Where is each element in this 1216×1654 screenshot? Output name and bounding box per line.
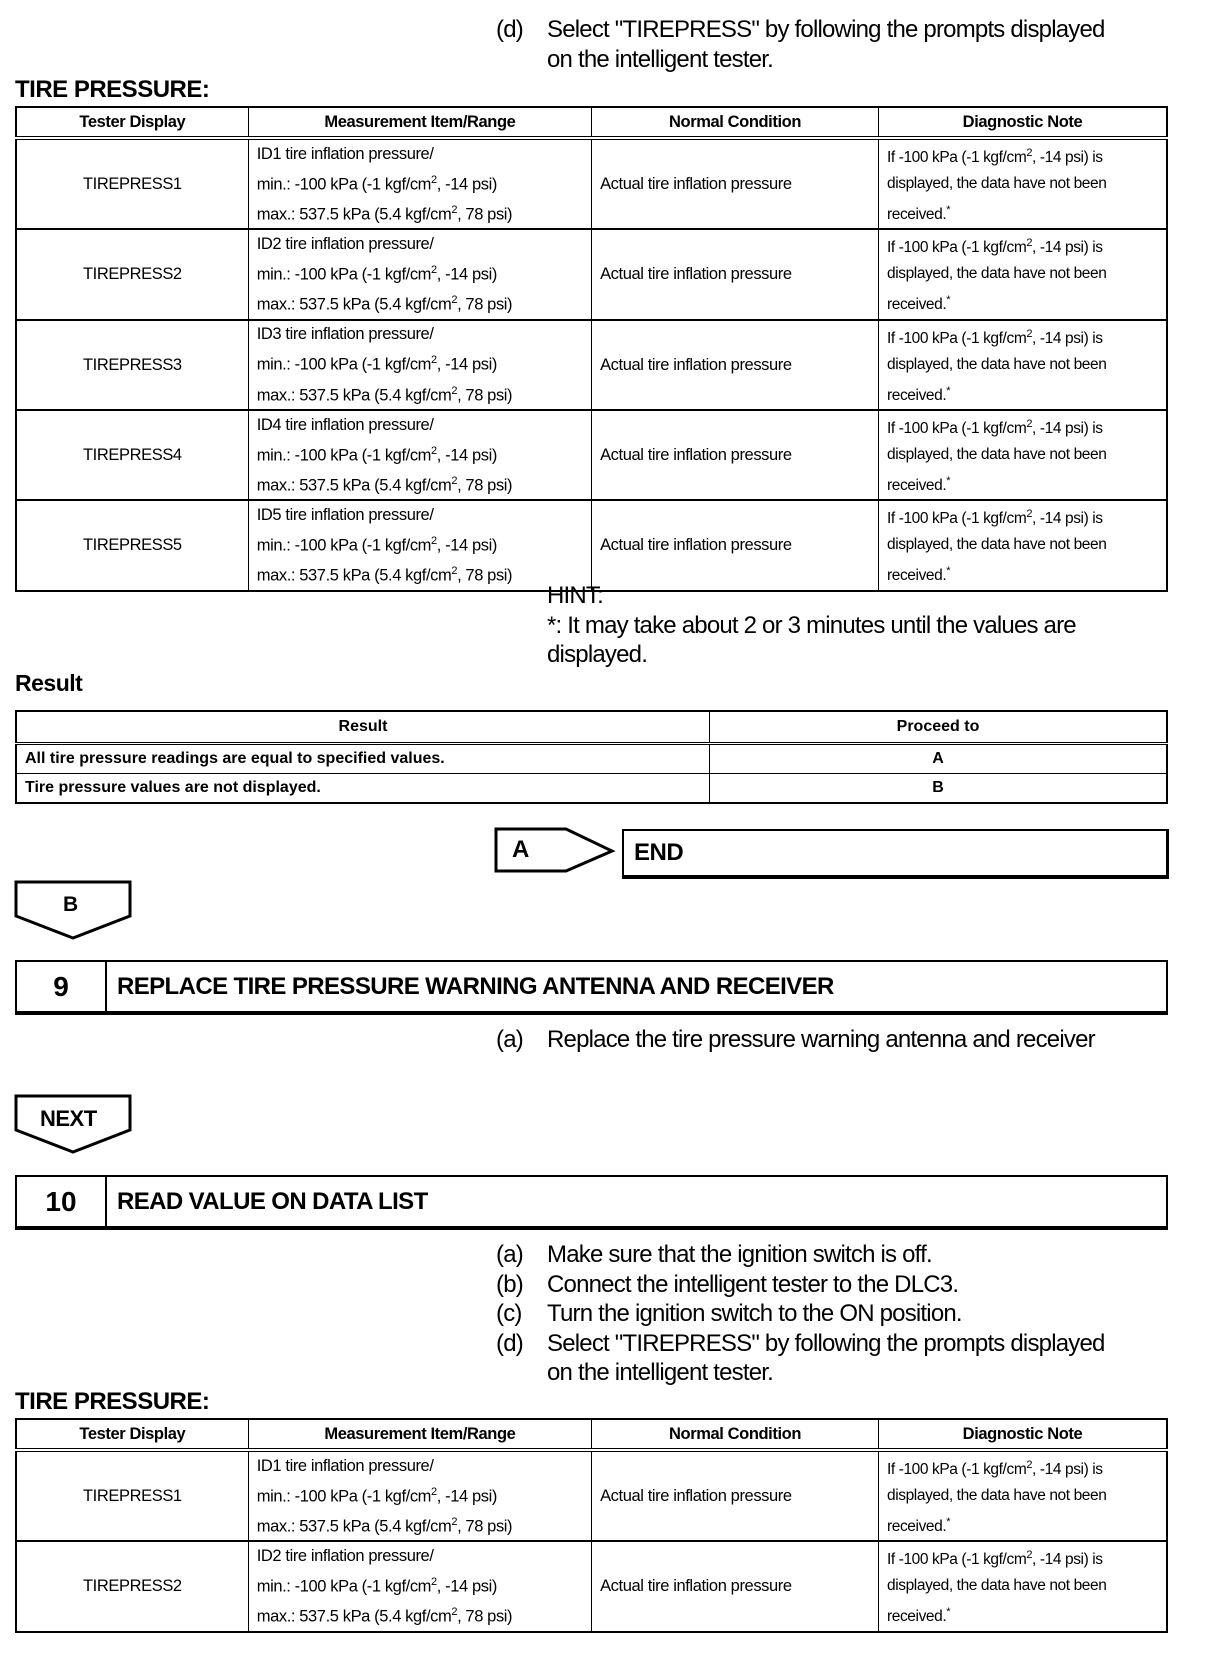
measurement-cell: ID1 tire inflation pressure/ min.: -100 kPa (-1 kgf/$cm^2$, -14 psi) max.: 537.5 kPa (5.4 kgf/$cm^2$, 78 psi) [248, 138, 591, 229]
table-row [16, 1450, 1167, 1541]
column-header: Tester Display [16, 1419, 248, 1450]
step-10-header [15, 1175, 1168, 1230]
proceed-to-cell: B [710, 774, 1168, 804]
step-label: (d) [496, 1329, 523, 1357]
diagnostic-note-cell: If -100 kPa (-1 kgf/$cm^2$, -14 psi) is displayed, the data have not been received.* [878, 229, 1167, 319]
step-text: Select "TIREPRESS" by following the prompts displayed [547, 16, 1105, 43]
step-title: REPLACE TIRE PRESSURE WARNING ANTENNA AND RECEIVER [117, 972, 834, 1000]
column-header: Measurement Item/Range [248, 107, 591, 138]
tester-display-cell: TIREPRESS5 [16, 500, 248, 590]
step-label: (a) [496, 1026, 523, 1053]
normal-condition-cell: Actual tire inflation pressure [592, 138, 879, 229]
tire-pressure-table [15, 106, 1168, 592]
next-label: NEXT [40, 1106, 97, 1131]
step-number: 10 [17, 1177, 107, 1226]
hint-line: *: It may take about 2 or 3 minutes until the values are [547, 612, 1076, 639]
table-header-row [16, 107, 1167, 138]
column-header: Result [16, 711, 710, 744]
step-label: (d) [496, 16, 523, 43]
normal-condition-cell: Actual tire inflation pressure [592, 500, 879, 590]
step-title: READ VALUE ON DATA LIST [117, 1187, 428, 1215]
result-row [16, 744, 1167, 774]
flow-a-label: A [512, 836, 529, 863]
table-header-row [16, 1419, 1167, 1450]
step-text: Turn the ignition switch to the ON position. [547, 1300, 962, 1327]
tester-display-cell: TIREPRESS1 [16, 138, 248, 229]
tester-display-cell: TIREPRESS3 [16, 320, 248, 410]
normal-condition-cell: Actual tire inflation pressure [592, 1541, 879, 1631]
step-9-header [15, 960, 1168, 1015]
table-row [16, 410, 1167, 500]
column-header: Tester Display [16, 107, 248, 138]
step-text: Connect the intelligent tester to the DLC3. [547, 1270, 959, 1298]
diagnostic-note-cell: If -100 kPa (-1 kgf/$cm^2$, -14 psi) is displayed, the data have not been received.* [878, 1450, 1167, 1541]
result-header-row [16, 711, 1167, 744]
diagnostic-note-cell: If -100 kPa (-1 kgf/$cm^2$, -14 psi) is displayed, the data have not been received.* [878, 1541, 1167, 1631]
column-header: Normal Condition [592, 107, 879, 138]
measurement-cell: ID2 tire inflation pressure/ min.: -100 kPa (-1 kgf/$cm^2$, -14 psi) max.: 537.5 kPa (5.4 kgf/$cm^2$, 78 psi) [248, 229, 591, 319]
step-text: Make sure that the ignition switch is off. [547, 1241, 932, 1268]
column-header: Normal Condition [592, 1419, 879, 1450]
end-label: END [634, 839, 684, 866]
diagnostic-note-cell: If -100 kPa (-1 kgf/$cm^2$, -14 psi) is displayed, the data have not been received.* [878, 320, 1167, 410]
hint-line: displayed. [547, 641, 648, 668]
measurement-cell: ID4 tire inflation pressure/ min.: -100 kPa (-1 kgf/$cm^2$, -14 psi) max.: 537.5 kPa (5.4 kgf/$cm^2$, 78 psi) [248, 410, 591, 500]
result-cell: All tire pressure readings are equal to specified values. [16, 744, 710, 774]
table-row [16, 500, 1167, 590]
table-row [16, 320, 1167, 410]
step-text: Select "TIREPRESS" by following the prompts displayed [547, 1329, 1105, 1357]
tester-display-cell: TIREPRESS2 [16, 1541, 248, 1631]
step-text: on the intelligent tester. [547, 46, 774, 73]
column-header: Diagnostic Note [878, 1419, 1167, 1450]
step-number: 9 [17, 962, 107, 1011]
step-text: on the intelligent tester. [547, 1359, 774, 1386]
measurement-cell: ID1 tire inflation pressure/ min.: -100 kPa (-1 kgf/$cm^2$, -14 psi) max.: 537.5 kPa (5.4 kgf/$cm^2$, 78 psi) [248, 1450, 591, 1541]
table-row [16, 229, 1167, 319]
tester-display-cell: TIREPRESS2 [16, 229, 248, 319]
diagnostic-note-cell: If -100 kPa (-1 kgf/$cm^2$, -14 psi) is displayed, the data have not been received.* [878, 138, 1167, 229]
normal-condition-cell: Actual tire inflation pressure [592, 410, 879, 500]
result-title: Result [15, 670, 83, 696]
measurement-cell: ID3 tire inflation pressure/ min.: -100 kPa (-1 kgf/$cm^2$, -14 psi) max.: 537.5 kPa (5.4 kgf/$cm^2$, 78 psi) [248, 320, 591, 410]
end-box [622, 829, 1169, 879]
table-title: TIRE PRESSURE: [15, 76, 210, 103]
proceed-to-cell: A [710, 744, 1168, 774]
normal-condition-cell: Actual tire inflation pressure [592, 229, 879, 319]
tester-display-cell: TIREPRESS4 [16, 410, 248, 500]
step-label: (c) [496, 1300, 522, 1327]
hint-title: HINT: [547, 582, 604, 609]
measurement-cell: ID5 tire inflation pressure/ min.: -100 kPa (-1 kgf/$cm^2$, -14 psi) max.: 537.5 kPa (5.4 kgf/$cm^2$, 78 psi) [248, 500, 591, 590]
column-header: Proceed to [710, 711, 1168, 744]
normal-condition-cell: Actual tire inflation pressure [592, 320, 879, 410]
normal-condition-cell: Actual tire inflation pressure [592, 1450, 879, 1541]
result-row [16, 774, 1167, 804]
step-text: Replace the tire pressure warning antenna and receiver [547, 1026, 1095, 1053]
step-label: (a) [496, 1241, 523, 1268]
step-label: (b) [496, 1270, 523, 1298]
measurement-cell: ID2 tire inflation pressure/ min.: -100 kPa (-1 kgf/$cm^2$, -14 psi) max.: 537.5 kPa (5.4 kgf/$cm^2$, 78 psi) [248, 1541, 591, 1631]
column-header: Measurement Item/Range [248, 1419, 591, 1450]
result-table [15, 710, 1168, 804]
diagnostic-note-cell: If -100 kPa (-1 kgf/$cm^2$, -14 psi) is displayed, the data have not been received.* [878, 410, 1167, 500]
flow-b-label: B [63, 893, 78, 916]
table-row [16, 1541, 1167, 1631]
tire-pressure-table-2 [15, 1418, 1168, 1633]
table-row [16, 138, 1167, 229]
diagnostic-note-cell: If -100 kPa (-1 kgf/$cm^2$, -14 psi) is displayed, the data have not been received.* [878, 500, 1167, 590]
result-cell: Tire pressure values are not displayed. [16, 774, 710, 804]
column-header: Diagnostic Note [878, 107, 1167, 138]
table-title-2: TIRE PRESSURE: [15, 1388, 210, 1415]
tester-display-cell: TIREPRESS1 [16, 1450, 248, 1541]
